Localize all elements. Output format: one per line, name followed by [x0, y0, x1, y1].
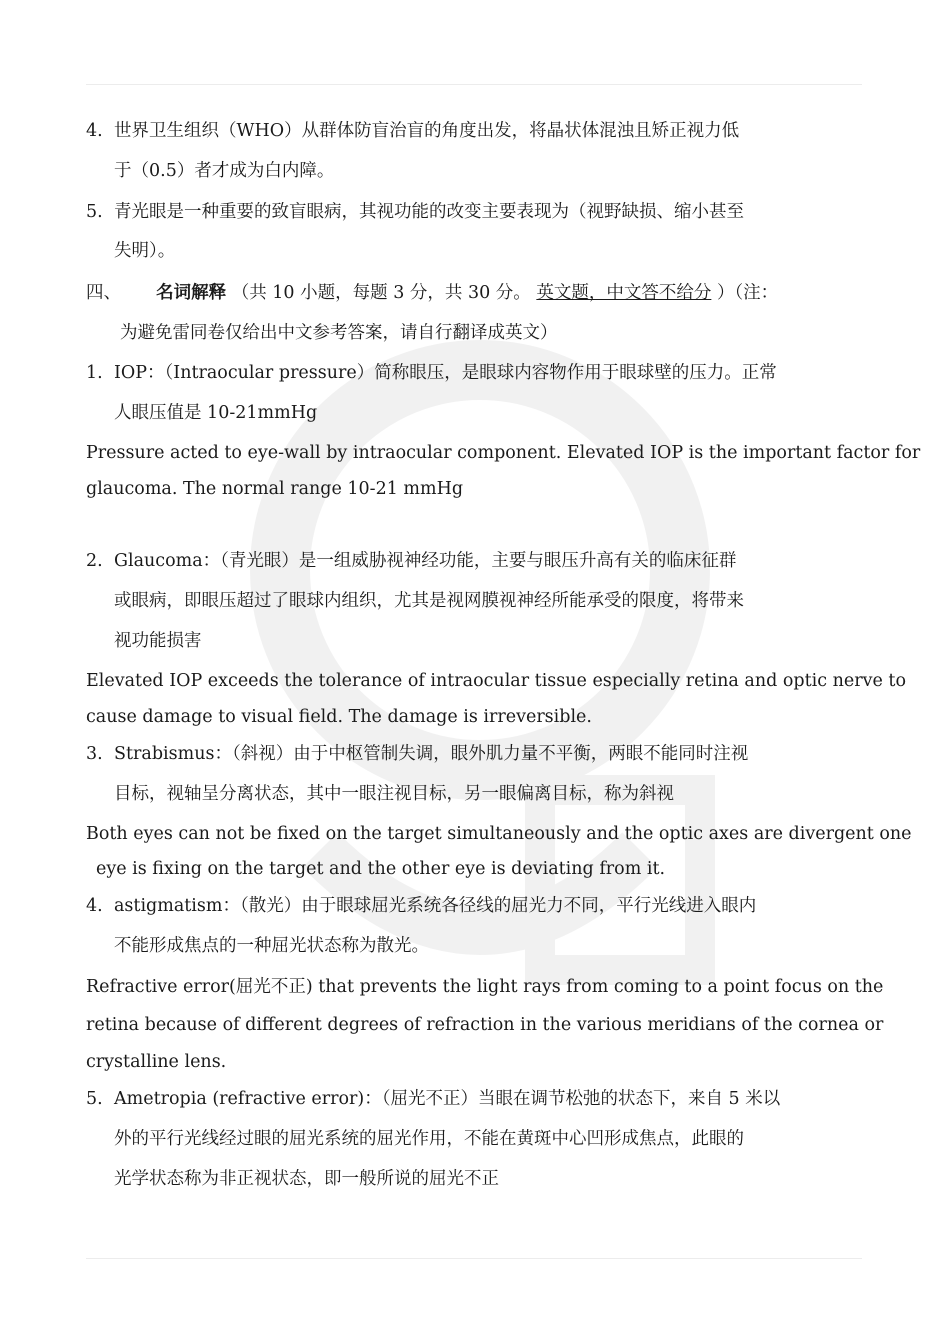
english-definition-line: retina because of different degrees of refraction in the various meridians of the cornea or [86, 1015, 884, 1035]
english-definition-line: cause damage to visual field. The damage is irreversible. [86, 707, 592, 727]
english-definition-line: Elevated IOP exceeds the tolerance of intraocular tissue especially retina and optic nerve to [86, 671, 906, 691]
item-number: 4. [86, 121, 103, 141]
chinese-definition-line: Strabismus：（斜视）由于中枢管制失调，眼外肌力量不平衡，两眼不能同时注视 [114, 744, 749, 764]
section-title: 名词解释 [156, 283, 227, 303]
section-heading [86, 281, 778, 305]
chinese-definition-line: 不能形成焦点的一种屈光状态称为散光。 [114, 936, 429, 956]
chinese-definition-line: 人眼压值是 10-21mmHg [114, 403, 318, 423]
chinese-definition-line: astigmatism：（散光）由于眼球屈光系统各径线的屈光力不同，平行光线进入眼内 [114, 896, 757, 916]
chinese-definition-line: 目标，视轴呈分离状态，其中一眼注视目标，另一眼偏离目标，称为斜视 [114, 784, 674, 804]
note-suffix: ）（注： [716, 283, 779, 303]
chinese-definition-line: Ametropia (refractive error)：（屈光不正）当眼在调节松弛的状态下，来自 5 米以 [114, 1089, 781, 1109]
item-number: 4. [86, 896, 103, 916]
item-number: 1. [86, 363, 103, 383]
english-definition-line: eye is fixing on the target and the other eye is deviating from it. [96, 859, 666, 879]
footer-divider [86, 1258, 862, 1259]
item-number: 5. [86, 1089, 103, 1109]
item-number: 5. [86, 202, 103, 222]
chinese-definition-line: IOP：（Intraocular pressure）简称眼压，是眼球内容物作用于眼球壁的压力。正常 [114, 363, 777, 383]
english-definition-line: Pressure acted to eye-wall by intraocular component. Elevated IOP is the important factor for [86, 443, 921, 463]
chinese-definition-line: 视功能损害 [114, 631, 202, 651]
paragraph-line: 青光眼是一种重要的致盲眼病，其视功能的改变主要表现为（视野缺损、缩小甚至 [114, 202, 744, 222]
section-note: 为避免雷同卷仅给出中文参考答案，请自行翻译成英文） [120, 323, 558, 343]
section-description: （共 10 小题，每题 3 分，共 30 分。 [231, 283, 531, 303]
chinese-definition-line: 光学状态称为非正视状态，即一般所说的屈光不正 [114, 1169, 499, 1189]
english-definition-line: Both eyes can not be fixed on the target simultaneously and the optic axes are divergent one [86, 824, 912, 844]
chinese-definition-line: 外的平行光线经过眼的屈光系统的屈光作用，不能在黄斑中心凹形成焦点，此眼的 [114, 1129, 744, 1149]
english-definition-line: glaucoma. The normal range 10-21 mmHg [86, 479, 464, 499]
chinese-definition-line: 或眼病，即眼压超过了眼球内组织，尤其是视网膜视神经所能承受的限度，将带来 [114, 591, 744, 611]
item-number: 2. [86, 551, 103, 571]
section-number: 四、 [86, 283, 121, 303]
paragraph-line: 于（0.5）者才成为白内障。 [114, 161, 335, 181]
underlined-note: 英文题，中文答不给分 [536, 283, 712, 303]
paragraph-line: 世界卫生组织（WHO）从群体防盲治盲的角度出发，将晶状体混浊且矫正视力低 [114, 121, 740, 141]
paragraph-line: 失明）。 [114, 241, 176, 261]
chinese-definition-line: Glaucoma：（青光眼）是一组威胁视神经功能，主要与眼压升高有关的临床征群 [114, 551, 737, 571]
english-definition-line: crystalline lens. [86, 1052, 227, 1072]
item-number: 3. [86, 744, 103, 764]
english-definition-line: Refractive error(屈光不正) that prevents the light rays from coming to a point focus on the [86, 977, 884, 997]
